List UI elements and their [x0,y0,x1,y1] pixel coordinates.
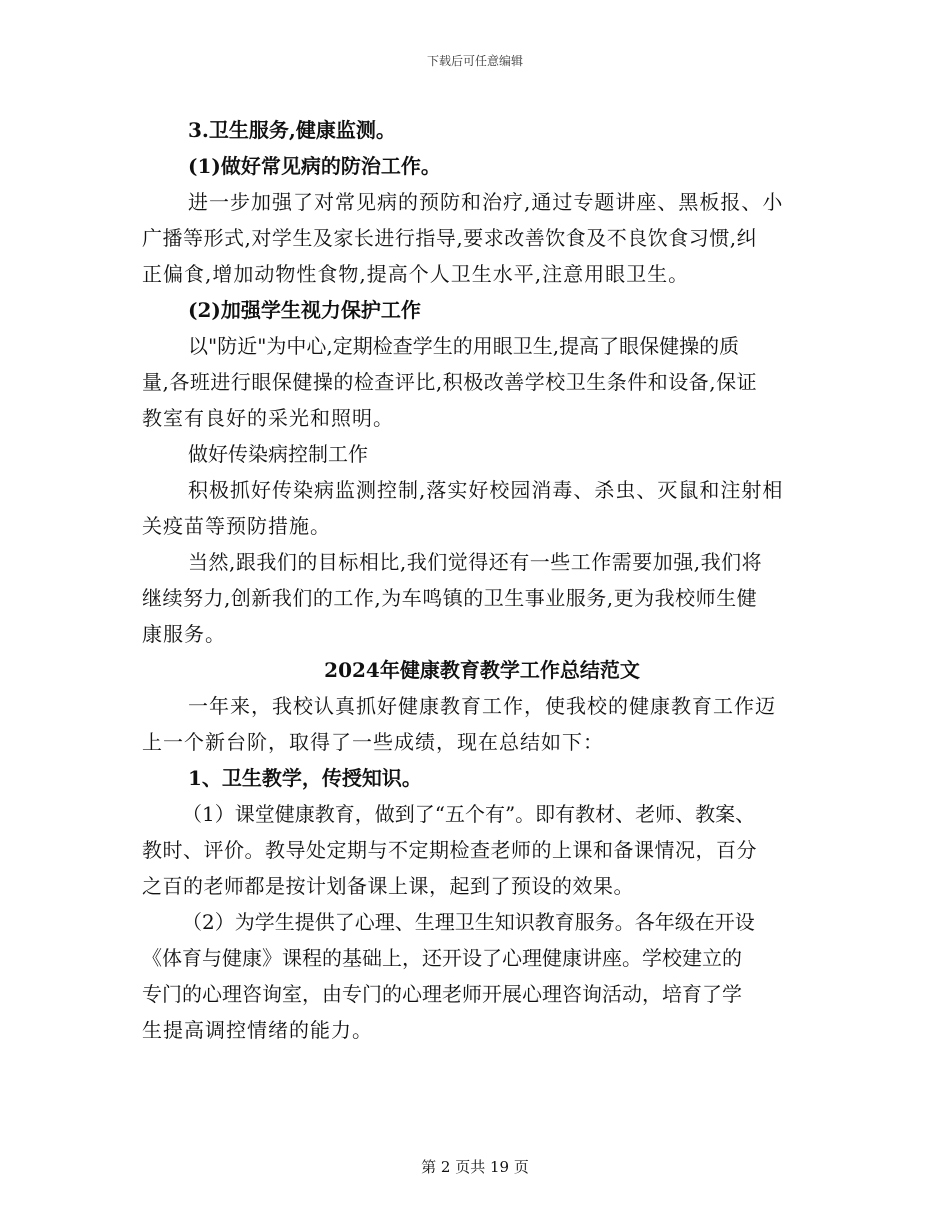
paragraph-line: 生提高调控情绪的能力。 [142,1018,373,1042]
paragraph-line: 教室有良好的采光和照明。 [142,406,394,430]
paragraph-line: 正偏食,增加动物性食物,提高个人卫生水平,注意用眼卫生。 [142,262,690,286]
paragraph-line: 《体育与健康》课程的基础上，还开设了心理健康讲座。学校建立的 [142,946,742,970]
paragraph-line: 当然,跟我们的目标相比,我们觉得还有一些工作需要加强,我们将 [188,550,763,574]
section-heading: 3.卫生服务,健康监测。 [188,118,396,142]
section-heading: 1、卫生教学，传授知识。 [188,766,422,790]
paragraph-line: 上一个新台阶，取得了一些成绩，现在总结如下： [142,730,604,754]
subsection-heading: (1)做好常见病的防治工作。 [188,154,441,178]
paragraph-line: （1）课堂健康教育，做到了“五个有”。即有教材、老师、教案、 [182,802,756,826]
paragraph-line: 之百的老师都是按计划备课上课，起到了预设的效果。 [142,874,634,898]
paragraph-line: 量,各班进行眼保健操的检查评比,积极改善学校卫生条件和设备,保证 [142,370,758,394]
paragraph-line: 做好传染病控制工作 [188,442,368,466]
paragraph-line: 教时、评价。教导处定期与不定期检查老师的上课和备课情况，百分 [142,838,757,862]
paragraph-line: 积极抓好传染病监测控制,落实好校园消毒、杀虫、灭鼠和注射相 [188,478,784,502]
paragraph-line: （2）为学生提供了心理、生理卫生知识教育服务。各年级在开设 [182,910,755,934]
paragraph-line: 一年来，我校认真抓好健康教育工作，使我校的健康教育工作迈 [188,694,776,718]
paragraph-line: 广播等形式,对学生及家长进行指导,要求改善饮食及不良饮食习惯,纠 [142,226,758,250]
page-header: 下载后可任意编辑 [426,54,523,68]
paragraph-line: 以"防近"为中心,定期检查学生的用眼卫生,提高了眼保健操的质 [188,334,740,358]
paragraph-line: 康服务。 [142,622,226,646]
document-title: 2024年健康教育教学工作总结范文 [324,658,640,682]
document-body [142,112,822,1048]
paragraph-line: 继续努力,创新我们的工作,为车鸣镇的卫生事业服务,更为我校师生健 [142,586,758,610]
subsection-heading: (2)加强学生视力保护工作 [188,298,421,322]
paragraph-line: 关疫苗等预防措施。 [142,514,331,538]
paragraph-line: 进一步加强了对常见病的预防和治疗,通过专题讲座、黑板报、小 [188,190,784,214]
paragraph-line: 专门的心理咨询室，由专门的心理老师开展心理咨询活动，培育了学 [142,982,742,1006]
page-footer: 第 2 页共 19 页 [421,1158,529,1176]
